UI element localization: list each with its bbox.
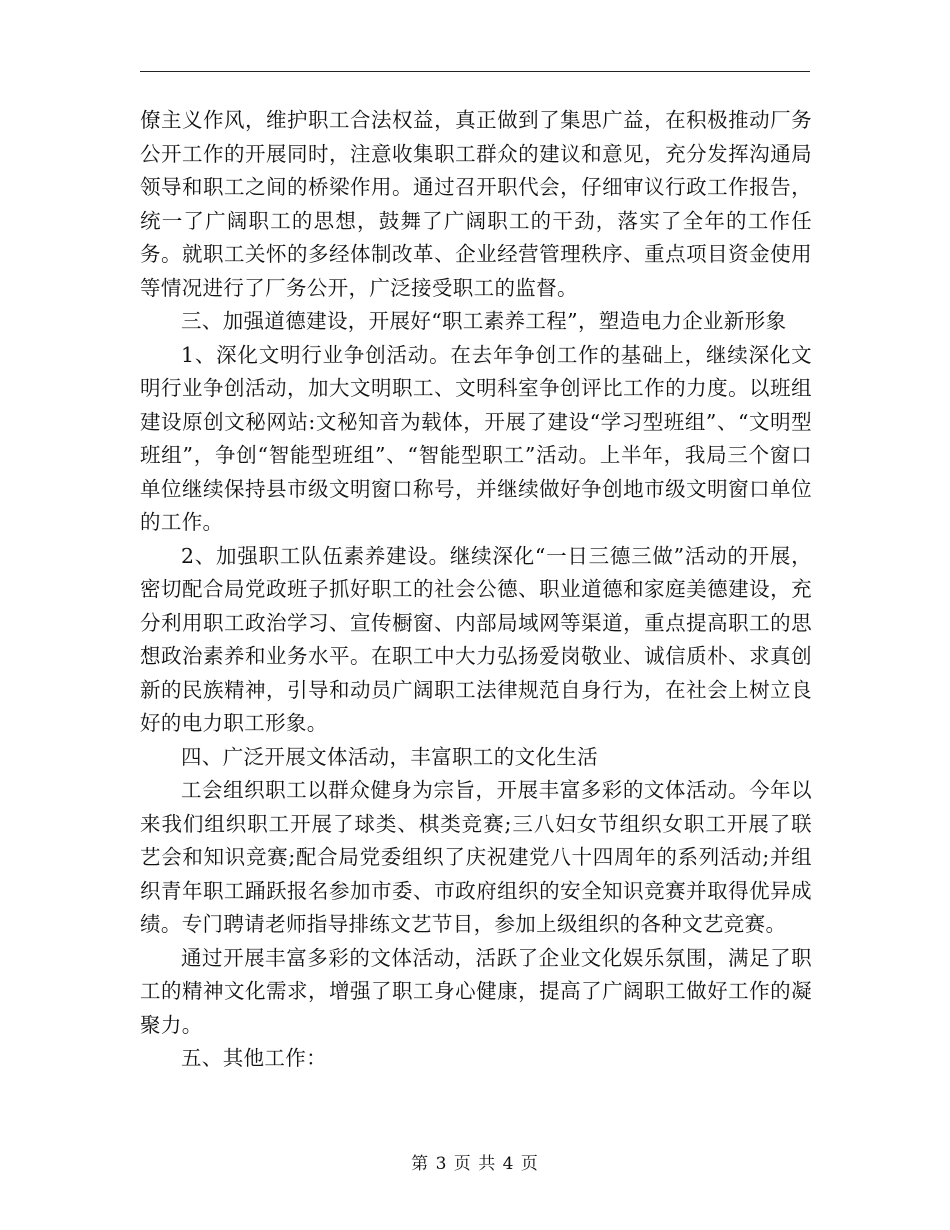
paragraph-1: 僚主义作风，维护职工合法权益，真正做到了集思广益，在积极推动厂务公开工作的开展同时，注意收集职工群众的建议和意见，充分发挥沟通局领导和职工之间的桥梁作用。通过召开职代会，仔细审议行政工作报告，统一了广阔职工的思想，鼓舞了广阔职工的干劲，落实了全年的工作任务。就职工关怀的多经体制改革、企业经营管理秩序、重点项目资金使用等情况进行了厂务公开，广泛接受职工的监督。 — [140, 108, 812, 300]
paragraph-item-1: 1、深化文明行业争创活动。在去年争创工作的基础上，继续深化文明行业争创活动，加大文明职工、文明科室争创评比工作的力度。以班组建设原创文秘网站:文秘知音为载体，开展了建设“学习型班组”、“文明型班组”，争创“智能型班组”、“智能型职工”活动。上半年，我局三个窗口单位继续保持县市级文明窗口称号，并继续做好争创地市级文明窗口单位的工作。 — [140, 342, 812, 534]
document-body — [140, 104, 812, 1076]
section-heading-4: 四、广泛开展文体活动，丰富职工的文化生活 — [181, 744, 598, 769]
paragraph-activities: 工会组织职工以群众健身为宗旨，开展丰富多彩的文体活动。今年以来我们组织职工开展了球类、棋类竞赛;三八妇女节组织女职工开展了联艺会和知识竞赛;配合局党委组织了庆祝建党八十四周年的系列活动;并组织青年职工踊跃报名参加市委、市政府组织的安全知识竞赛并取得优异成绩。专门聘请老师指导排练文艺节目，参加上级组织的各种文艺竞赛。 — [140, 778, 812, 936]
paragraph-summary: 通过开展丰富多彩的文体活动，活跃了企业文化娱乐氛围，满足了职工的精神文化需求，增强了职工身心健康，提高了广阔职工做好工作的凝聚力。 — [140, 945, 812, 1037]
paragraph-item-2: 2、加强职工队伍素养建设。继续深化“一日三德三做”活动的开展，密切配合局党政班子抓好职工的社会公德、职业道德和家庭美德建设，充分利用职工政治学习、宣传橱窗、内部局域网等渠道，重点提高职工的思想政治素养和业务水平。在职工中大力弘扬爱岗敬业、诚信质朴、求真创新的民族精神，引导和动员广阔职工法律规范自身行为，在社会上树立良好的电力职工形象。 — [140, 543, 812, 735]
section-heading-5: 五、其他工作： — [181, 1046, 327, 1070]
header-rule — [140, 71, 810, 72]
section-heading-3: 三、加强道德建设，开展好“职工素养工程”，塑造电力企业新形象 — [181, 309, 787, 333]
page-footer: 第 3 页 共 4 页 — [411, 1154, 539, 1174]
